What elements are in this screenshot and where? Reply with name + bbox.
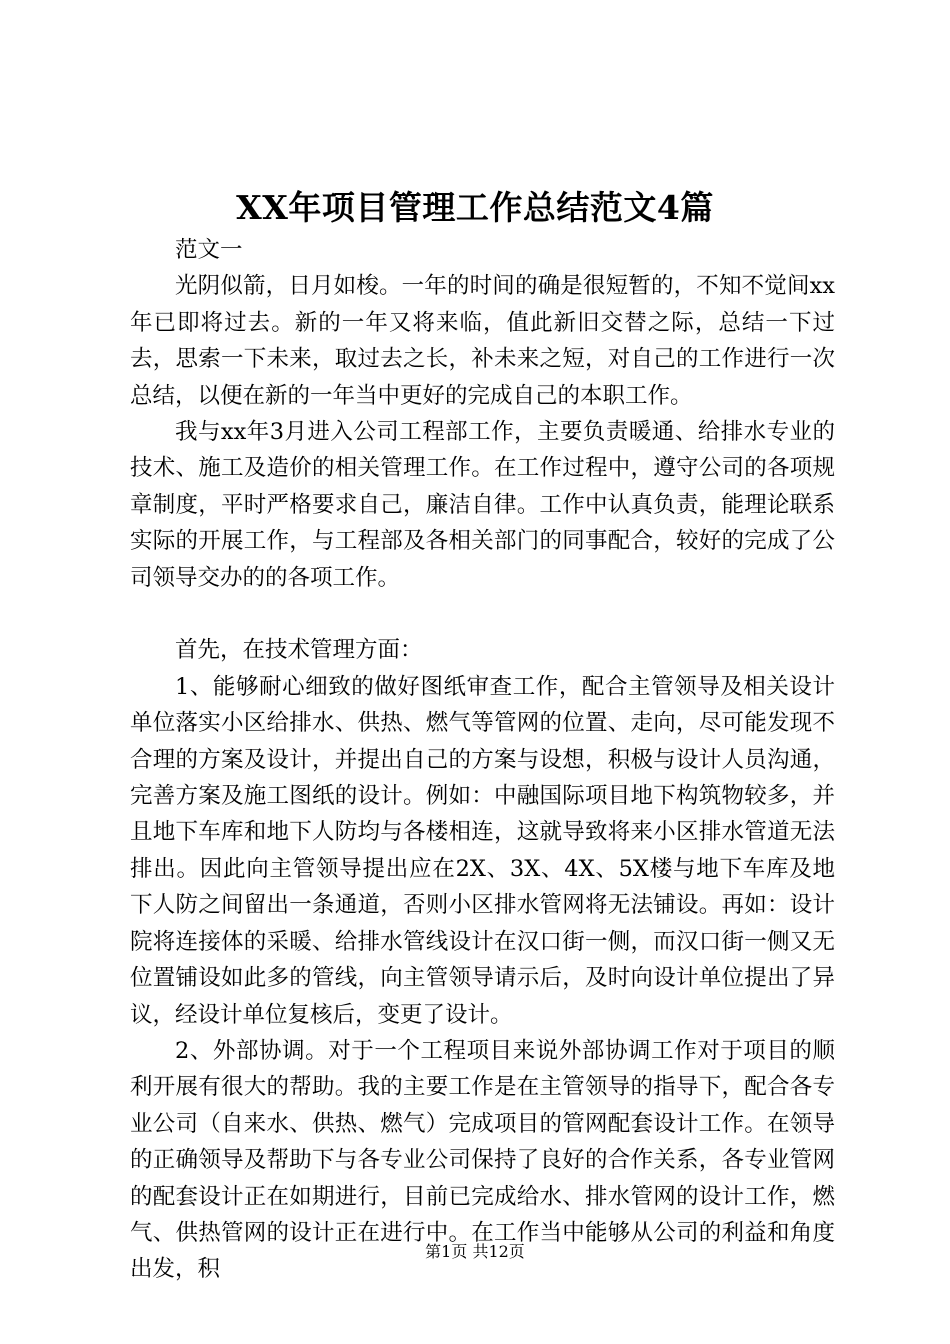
- document-body: [130, 232, 835, 1288]
- document-title: XX年项目管理工作总结范文4篇: [236, 188, 714, 227]
- paragraph: 首先，在技术管理方面：: [175, 637, 423, 664]
- blank-line: [130, 596, 835, 632]
- paragraph: 2、外部协调。对于一个工程项目来说外部协调工作对于项目的顺利开展有很大的帮助。我的主要工作是在主管领导的指导下，配合各专业公司（自来水、供热、燃气）完成项目的管网配套设计工作。在领导的正确领导及帮助下与各专业公司保持了良好的合作关系，各专业管网的配套设计正在如期进行，目前已完成给水、排水管网的设计工作，燃气、供热管网的设计正在进行中。在工作当中能够从公司的利益和角度出发，积: [130, 1037, 835, 1283]
- paragraph: 1、能够耐心细致的做好图纸审查工作，配合主管领导及相关设计单位落实小区给排水、供热、燃气等管网的位置、走向，尽可能发现不合理的方案及设计，并提出自己的方案与设想，积极与设计人员沟通，完善方案及施工图纸的设计。例如：中融国际项目地下构筑物较多，并且地下车库和地下人防均与各楼相连，这就导致将来小区排水管道无法排出。因此向主管领导提出应在2X、3X、4X、5X楼与地下车库及地下人防之间留出一条通道，否则小区排水管网将无法铺设。再如：设计院将连接体的采暖、给排水管线设计在汉口街一侧，而汉口街一侧又无位置铺设如此多的管线，向主管领导请示后，及时向设计单位提出了异议，经设计单位复核后，变更了设计。: [130, 673, 835, 1028]
- paragraph: 我与xx年3月进入公司工程部工作，主要负责暖通、给排水专业的技术、施工及造价的相关管理工作。在工作过程中，遵守公司的各项规章制度，平时严格要求自己，廉洁自律。工作中认真负责，能理论联系实际的开展工作，与工程部及各相关部门的同事配合，较好的完成了公司领导交办的的各项工作。: [130, 419, 835, 591]
- section-heading: 范文一: [175, 237, 243, 263]
- page-footer: 第1页 共12页: [425, 1242, 525, 1261]
- paragraph: 光阴似箭，日月如梭。一年的时间的确是很短暂的，不知不觉间xx年已即将过去。新的一年又将来临，值此新旧交替之际，总结一下过去，思索一下未来，取过去之长，补未来之短，对自己的工作进行一次总结，以便在新的一年当中更好的完成自己的本职工作。: [130, 273, 835, 409]
